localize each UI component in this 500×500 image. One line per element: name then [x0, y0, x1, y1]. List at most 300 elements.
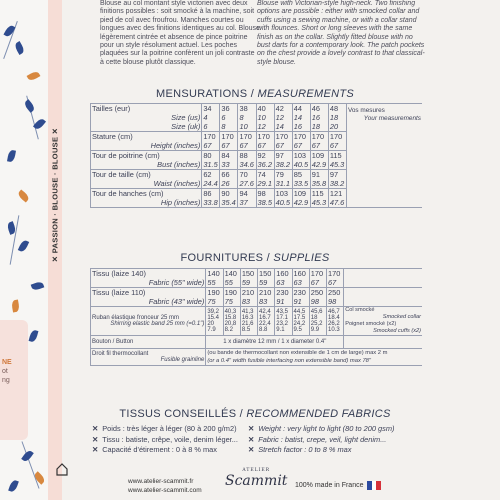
- value-cell: [258, 288, 275, 307]
- value-cm: 170: [327, 269, 341, 278]
- size-uk: 14: [275, 122, 284, 131]
- fabrics-list-en: [248, 424, 420, 456]
- table-row: [91, 307, 423, 336]
- value-cm: 39,2: [207, 309, 220, 315]
- fabrics-title-fr: TISSUS CONSEILLÉS /: [119, 408, 244, 420]
- smocked-cuffs-en: Smocked cuffs (x2): [373, 328, 421, 334]
- value-cm: 140: [207, 269, 220, 278]
- smocked-collar-fr: Col smocké: [345, 307, 375, 313]
- table-row: [91, 269, 423, 288]
- value-cm: 170: [293, 132, 307, 141]
- value-cm: 26,2: [327, 321, 340, 327]
- value-cm: 94: [239, 189, 248, 198]
- row-label-fr: Droit fil thermocollant: [92, 351, 149, 357]
- value-inch: 37: [239, 198, 248, 207]
- value-cell: [292, 151, 310, 170]
- value-cell: [256, 151, 274, 170]
- sizes-uk-label: Size (uk): [171, 122, 201, 131]
- size-uk: 12: [257, 122, 266, 131]
- value-inch: 33.8: [203, 198, 218, 207]
- your-measurements-cell: [346, 104, 422, 208]
- value-cell: [275, 307, 292, 336]
- size-cell: [274, 104, 292, 132]
- leaf-icon: [31, 281, 45, 292]
- value-cm: 250: [327, 288, 341, 297]
- size-uk: 16: [293, 122, 302, 131]
- value-cm: 160: [276, 269, 289, 278]
- value-cm: 115: [329, 151, 342, 160]
- size-uk: 20: [329, 122, 339, 131]
- value-inch: 7.9: [207, 327, 216, 333]
- website-link-fr[interactable]: www.atelier-scammit.fr: [128, 478, 194, 485]
- value-cell: [310, 132, 328, 151]
- size-eur: 48: [329, 104, 339, 113]
- value-cm: 140: [224, 269, 237, 278]
- spine-label: [48, 120, 62, 270]
- side-note-cell: [344, 269, 422, 288]
- value-inch: 55: [224, 278, 233, 287]
- value-cell: [220, 151, 238, 170]
- table-row: [91, 104, 423, 132]
- value-cell: [309, 307, 326, 336]
- size-cell: [220, 104, 238, 132]
- value-cell: [292, 288, 309, 307]
- value-cm: 79: [275, 170, 284, 179]
- leaf-icon: [11, 299, 20, 312]
- value-inch: 83: [241, 297, 251, 306]
- value-inch: 8.5: [241, 327, 251, 333]
- value-cm: 170: [310, 269, 324, 278]
- value-inch: 15.4: [207, 315, 220, 321]
- value-cell: [328, 132, 346, 151]
- value-inch: 75: [207, 297, 216, 306]
- value-inch: 8.2: [224, 327, 233, 333]
- size-eur: 44: [293, 104, 302, 113]
- value-cm: 62: [203, 170, 212, 179]
- value-inch: 59: [259, 278, 268, 287]
- value-cm: 74: [257, 170, 266, 179]
- value-cell: [274, 189, 292, 208]
- value-cell: [328, 170, 346, 189]
- list-item: [248, 445, 420, 456]
- size-uk: 8: [221, 122, 226, 131]
- main-content: [90, 0, 500, 500]
- value-inch: 83: [259, 297, 268, 306]
- value-cell: [310, 189, 328, 208]
- measurements-title: [90, 88, 420, 100]
- value-cm: 45,6: [310, 309, 323, 315]
- brand-logo: [225, 468, 287, 489]
- fusible-note-en: (or a 0.4" width fusible interfacing non extensible band) max 78": [207, 358, 371, 364]
- value-cm: 25,2: [310, 321, 323, 327]
- value-inch: 27.6: [239, 179, 254, 188]
- value-cell: [292, 132, 310, 151]
- row-label-fr: Tour de poitrine (cm): [92, 151, 160, 160]
- row-label-en: Bust (inches): [157, 160, 201, 169]
- row-label: [91, 269, 206, 288]
- row-label: [91, 349, 206, 366]
- value-cm: 80: [203, 151, 212, 160]
- row-label: [91, 170, 202, 189]
- value-inch: 63: [293, 278, 302, 287]
- value-cell: [238, 170, 256, 189]
- fabrics-title: [90, 408, 420, 420]
- value-cm: 170: [239, 132, 252, 141]
- leaf-icon: [27, 70, 41, 82]
- list-item: [248, 435, 420, 446]
- leaf-icon: [13, 41, 25, 55]
- row-label-fr: Tour de hanches (cm): [92, 189, 164, 198]
- leaf-icon: [29, 329, 39, 342]
- measurements-table: [90, 103, 422, 208]
- value-cm: 109: [311, 151, 325, 160]
- value-cell: [223, 269, 240, 288]
- value-cm: 170: [329, 132, 343, 141]
- list-item: [248, 424, 420, 435]
- brand-logo-small: ATELIER: [242, 468, 271, 473]
- list-item-text: Poids : très léger à léger (80 à 200 g/m2): [102, 424, 237, 433]
- size-us: 8: [239, 113, 244, 122]
- value-cell: [326, 269, 343, 288]
- value-inch: 35.4: [221, 198, 236, 207]
- value-cm: 20,8: [224, 321, 237, 327]
- list-item: [92, 445, 242, 456]
- row-label-fr: Bouton / Button: [92, 339, 134, 345]
- row-label-en: Fabric (43" wide): [148, 297, 205, 306]
- cross-icon: ✕: [92, 434, 99, 444]
- leaf-icon: [17, 189, 31, 202]
- value-cm: 97: [275, 151, 284, 160]
- value-cm: 21,6: [241, 321, 254, 327]
- table-row: [91, 288, 423, 307]
- sizes-label-cell: [91, 104, 202, 132]
- value-inch: 18: [310, 315, 318, 321]
- size-cell: [202, 104, 220, 132]
- value-inch: 17.5: [293, 315, 306, 321]
- size-eur: 42: [275, 104, 284, 113]
- row-label-en: Height (inches): [150, 141, 201, 150]
- leaf-icon: [33, 471, 46, 484]
- leaf-icon: [23, 99, 36, 113]
- value-inch: 98: [310, 297, 319, 306]
- size-cell: [238, 104, 256, 132]
- fabrics-title-en: RECOMMENDED FABRICS: [246, 408, 391, 420]
- fusible-note: [206, 349, 422, 366]
- table-row: [91, 336, 423, 349]
- value-cell: [328, 151, 346, 170]
- value-cell: [274, 170, 292, 189]
- website-link-com[interactable]: www.atelier-scammit.com: [128, 487, 202, 494]
- value-inch: 10.3: [327, 327, 340, 333]
- row-label-en: Shirring elastic band 25 mm (=0.1"): [110, 321, 205, 327]
- value-cell: [206, 288, 223, 307]
- list-item: [92, 435, 242, 446]
- made-in-france-label: 100% made in France: [295, 482, 364, 489]
- row-label-en: Fabric (55" wide): [148, 278, 205, 287]
- value-cell: [310, 151, 328, 170]
- value-cell: [309, 288, 326, 307]
- value-inch: 9.1: [276, 327, 285, 333]
- size-cell: [310, 104, 328, 132]
- value-cell: [275, 288, 292, 307]
- value-inch: 67: [327, 278, 337, 287]
- value-cm: 103: [275, 189, 288, 198]
- row-label-fr: Tour de taille (cm): [92, 170, 151, 179]
- value-inch: 38.2: [329, 179, 345, 188]
- value-cell: [240, 288, 257, 307]
- value-inch: 67: [311, 141, 321, 150]
- value-cm: 88: [239, 151, 248, 160]
- value-cm: 70: [239, 170, 248, 179]
- value-cell: [292, 269, 309, 288]
- cross-icon: ✕: [92, 445, 99, 454]
- row-label-en: Hip (inches): [160, 198, 201, 207]
- value-cell: [274, 151, 292, 170]
- supplies-title-en: SUPPLIES: [273, 252, 330, 264]
- value-inch: 9.5: [293, 327, 302, 333]
- list-item-text: Weight : very light to light (80 to 200 gsm): [258, 424, 395, 433]
- value-cell: [223, 288, 240, 307]
- size-uk: 10: [239, 122, 248, 131]
- cross-icon: ✕: [248, 445, 255, 454]
- value-inch: 55: [207, 278, 216, 287]
- value-inch: 67: [329, 141, 339, 150]
- size-us: 12: [275, 113, 284, 122]
- your-measurements-en: Your measurements: [363, 115, 421, 122]
- value-cm: 121: [329, 189, 343, 198]
- value-cm: 115: [311, 189, 324, 198]
- size-eur: 36: [221, 104, 230, 113]
- value-cm: 24,2: [293, 321, 306, 327]
- value-cm: 210: [259, 288, 272, 297]
- value-cell: [310, 170, 328, 189]
- description-fr: Blouse au col montant style victorien avec deux finitions possibles : soit smocké à la machine, soit pied de col avec froufrou. Manches courtes ou longues avec des finitions identiques au col. Blouse légèrement cintrée et absence de pince poitrine pour un style résolument actuel. Les poches plaquées sur la poitrine confèrent un joli contraste à cette blouse plutôt classique.: [100, 0, 260, 66]
- value-cm: 109: [293, 189, 307, 198]
- row-label-fr: Tissu (laize 110): [92, 288, 146, 297]
- value-inch: 91: [293, 297, 302, 306]
- size-us: 10: [257, 113, 266, 122]
- value-inch: 59: [241, 278, 251, 287]
- value-inch: 45.3: [329, 160, 345, 169]
- value-cm: 42,4: [259, 309, 271, 315]
- value-cell: [238, 189, 256, 208]
- row-label-fr: Ruban élastique fronceur 25 mm: [92, 315, 180, 321]
- smocked-cuffs-fr: Poignet smocké (x2): [345, 321, 397, 327]
- size-uk: 6: [203, 122, 208, 131]
- side-note-cell: [344, 336, 422, 349]
- value-cell: [202, 170, 220, 189]
- cross-icon: ✕: [92, 424, 99, 433]
- side-tab-line: ot: [2, 368, 8, 375]
- value-cell: [258, 269, 275, 288]
- row-label-fr: Tissu (laize 140): [92, 269, 146, 278]
- value-inch: 38.5: [257, 198, 272, 207]
- value-inch: 45.3: [311, 198, 327, 207]
- row-label: [91, 189, 202, 208]
- value-cm: 170: [311, 132, 325, 141]
- size-us: 6: [221, 113, 226, 122]
- value-inch: 67: [275, 141, 284, 150]
- size-us: 14: [293, 113, 302, 122]
- value-inch: 67: [310, 278, 319, 287]
- side-note-cell: [344, 288, 422, 307]
- value-cm: 170: [275, 132, 288, 141]
- home-icon: [55, 462, 69, 476]
- value-cell: [256, 132, 274, 151]
- value-cm: 40,3: [224, 309, 237, 315]
- value-inch: 35.8: [311, 179, 327, 188]
- list-item-text: Stretch factor : 0 to 8 % max: [258, 445, 352, 454]
- description-en: Blouse with Victorian-style high-neck. Two finishing options are possible : either with smocked collar and cuffs using a sewing machine, or with a collar stand with flounces. Short or long sleeves with the same finish as on the collar. Slightly fitted blouse with no bust darts for a contemporary look. The patch pockets on the chest provide a lovely contrast to that classical-style blouse.: [257, 0, 425, 66]
- value-cm: 160: [293, 269, 306, 278]
- leaf-icon: [7, 149, 16, 162]
- value-inch: 16.7: [259, 315, 271, 321]
- size-eur: 40: [257, 104, 266, 113]
- size-cell: [328, 104, 346, 132]
- value-cell: [202, 132, 220, 151]
- brand-logo-text: Scammit: [225, 473, 288, 489]
- value-cell: [220, 170, 238, 189]
- twig-decoration: [21, 441, 39, 488]
- row-label: [91, 288, 206, 307]
- value-cm: 103: [293, 151, 307, 160]
- row-label: [91, 151, 202, 170]
- size-cell: [292, 104, 310, 132]
- side-tab-line: NE: [2, 359, 12, 366]
- row-label: [91, 132, 202, 151]
- size-eur: 38: [239, 104, 248, 113]
- side-tab-line: ng: [2, 377, 10, 384]
- value-cell: [256, 189, 274, 208]
- value-inch: 18.4: [327, 315, 340, 321]
- size-us: 18: [329, 113, 339, 122]
- value-cell: [220, 132, 238, 151]
- value-inch: 8.8: [259, 327, 268, 333]
- value-cell: [326, 288, 343, 307]
- size-eur: 34: [203, 104, 212, 113]
- list-item-text: Tissu : batiste, crêpe, voile, denim léger...: [102, 434, 238, 444]
- smocked-collar-en: Smocked collar: [382, 314, 421, 320]
- value-inch: 67: [203, 141, 212, 150]
- value-cell: [274, 132, 292, 151]
- measurements-title-fr: MENSURATIONS /: [156, 88, 255, 100]
- leaf-icon: [33, 117, 46, 131]
- value-cm: 230: [276, 288, 289, 297]
- value-inch: 34.6: [239, 160, 254, 169]
- value-inch: 42.9: [311, 160, 327, 169]
- value-cm: 90: [221, 189, 230, 198]
- value-inch: 29.1: [257, 179, 272, 188]
- value-cm: 23,2: [276, 321, 288, 327]
- value-cm: 20: [207, 321, 215, 327]
- value-inch: 91: [276, 297, 285, 306]
- value-inch: 33.5: [293, 179, 309, 188]
- value-cell: [292, 189, 310, 208]
- list-item-text: Fabric : batist, crepe, veil, light denim...: [258, 434, 387, 444]
- value-cm: 170: [203, 132, 216, 141]
- value-cm: 230: [293, 288, 306, 297]
- value-cell: [206, 269, 223, 288]
- value-cell: [292, 170, 310, 189]
- row-label: [91, 307, 206, 336]
- table-row: [91, 349, 423, 366]
- value-cell: [238, 151, 256, 170]
- supplies-title-fr: FOURNITURES /: [180, 252, 270, 264]
- value-inch: 47.6: [329, 198, 345, 207]
- value-inch: 26: [221, 179, 230, 188]
- value-cm: 190: [207, 288, 220, 297]
- value-inch: 40.5: [293, 160, 309, 169]
- france-flag-icon: [367, 481, 381, 490]
- value-cell: [240, 269, 257, 288]
- list-item: [92, 424, 242, 435]
- value-cm: 66: [221, 170, 230, 179]
- value-cm: 22,4: [259, 321, 271, 327]
- value-cell: [206, 307, 223, 336]
- footer-urls: [128, 477, 202, 495]
- value-cell: [223, 307, 240, 336]
- sizes-us-label: Size (us): [171, 113, 201, 122]
- value-cell: [292, 307, 309, 336]
- supplies-table: [90, 268, 422, 366]
- value-inch: 67: [257, 141, 266, 150]
- value-cell: [202, 151, 220, 170]
- value-cell: [202, 189, 220, 208]
- supplies-title: [90, 252, 420, 264]
- side-tab-text: [2, 358, 12, 385]
- value-inch: 36.2: [257, 160, 272, 169]
- row-label: [91, 336, 206, 349]
- value-cm: 86: [203, 189, 212, 198]
- measurements-title-en: MEASUREMENTS: [257, 88, 354, 100]
- value-cell: [220, 189, 238, 208]
- fusible-note-fr: (ou bande de thermocollant non extensible de 1 cm de large) max 2 m: [207, 350, 388, 356]
- spine-label-text: ✕ PASSION · BLOUSE · BLOUSE ✕: [50, 127, 60, 263]
- value-inch: 15.8: [224, 315, 237, 321]
- value-inch: 16.3: [241, 315, 254, 321]
- value-cm: 92: [257, 151, 266, 160]
- fabrics-list-fr: [92, 424, 242, 456]
- list-item-text: Capacité d'étirement : 0 à 8 % max: [102, 445, 217, 454]
- size-us: 4: [203, 113, 208, 122]
- value-cell: [240, 307, 257, 336]
- value-cm: 210: [241, 288, 255, 297]
- value-cell: [275, 269, 292, 288]
- value-inch: 31.1: [275, 179, 291, 188]
- value-cell: [309, 269, 326, 288]
- leaf-icon: [18, 239, 29, 253]
- button-note: 1 x diamètre 12 mm / 1 x diameter 0.4": [206, 336, 344, 349]
- value-cm: 91: [311, 170, 321, 179]
- value-cm: 250: [310, 288, 324, 297]
- value-inch: 33: [221, 160, 230, 169]
- cross-icon: ✕: [248, 434, 255, 444]
- value-cm: 150: [241, 269, 255, 278]
- row-label-en: Fusible grainline: [160, 357, 205, 363]
- value-cm: 44,5: [293, 309, 306, 315]
- row-label-en: Waist (inches): [153, 179, 201, 188]
- size-us: 16: [311, 113, 321, 122]
- your-measurements-fr: Vos mesures: [347, 107, 385, 114]
- value-inch: 24.4: [203, 179, 218, 188]
- value-cm: 84: [221, 151, 230, 160]
- value-inch: 17.1: [276, 315, 288, 321]
- value-cell: [328, 189, 346, 208]
- value-inch: 75: [224, 297, 233, 306]
- value-inch: 9.9: [310, 327, 320, 333]
- size-eur: 46: [311, 104, 321, 113]
- side-note-cell: [344, 307, 422, 336]
